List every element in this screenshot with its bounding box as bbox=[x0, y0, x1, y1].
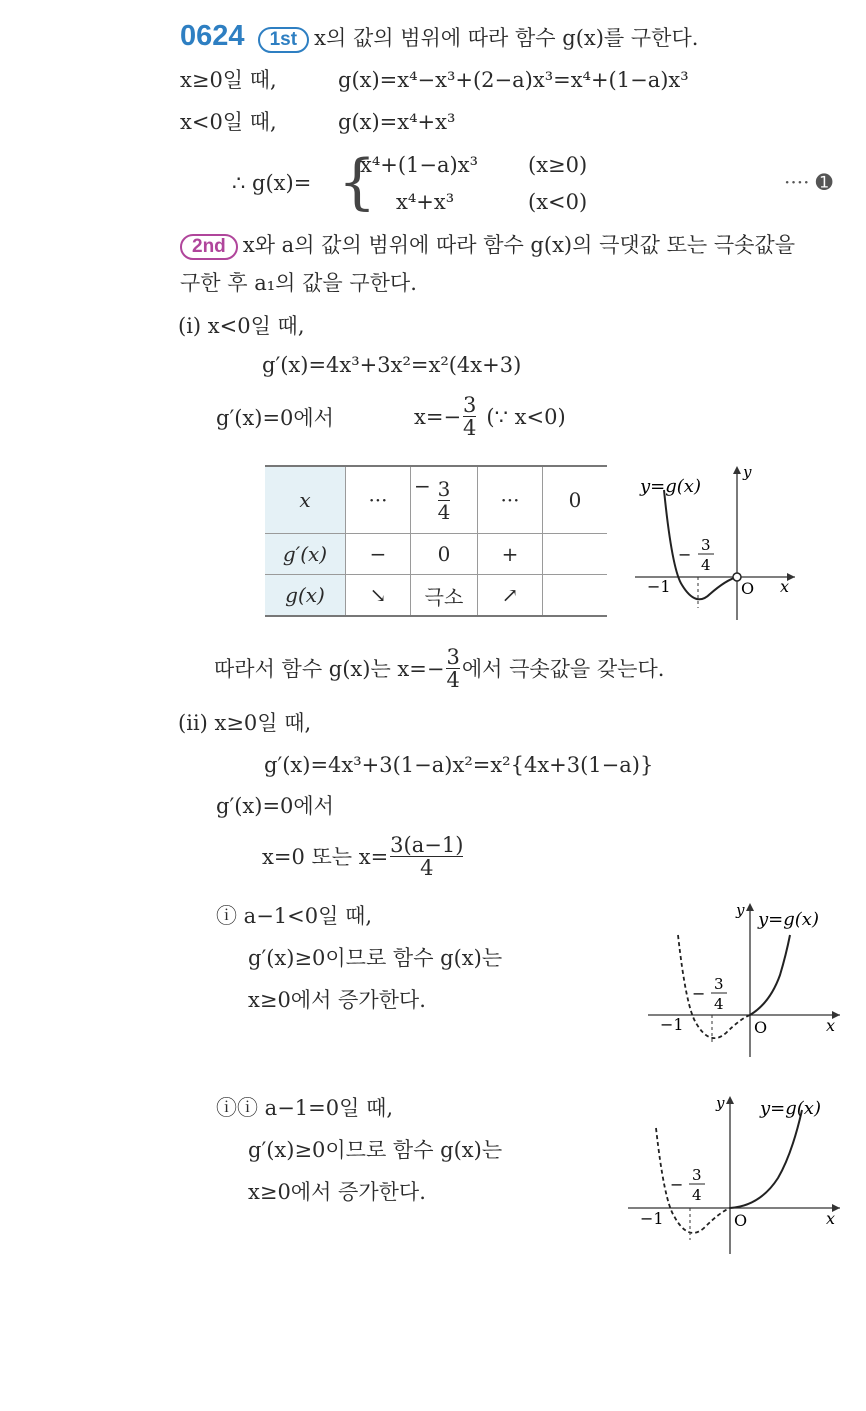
step2-header bbox=[180, 232, 795, 260]
sub2-line3: x≥0에서 증가한다. bbox=[248, 1180, 426, 1204]
table-cell: 극소 bbox=[411, 575, 478, 617]
graph-tick-minus: − bbox=[670, 1175, 684, 1194]
table-cell: ··· bbox=[346, 466, 411, 534]
graph-x-label: x bbox=[826, 1016, 836, 1035]
graph-tick-num: 3 bbox=[692, 1166, 702, 1184]
table-cell: ··· bbox=[478, 466, 543, 534]
graph-origin-label: O bbox=[741, 579, 755, 598]
y-axis-arrow bbox=[733, 466, 741, 474]
case-lt0-formula: g(x)=x⁴+x³ bbox=[338, 110, 456, 134]
graph-tick-den: 4 bbox=[714, 995, 724, 1013]
graph-curve-label: y=g(x) bbox=[640, 476, 701, 497]
case-i-zero-solution bbox=[414, 394, 566, 439]
conclusion-fraction: $\frac{3}{4}$ bbox=[446, 645, 460, 692]
sub2-line2: g′(x)≥0이므로 함수 g(x)는 bbox=[248, 1138, 503, 1162]
y-axis-arrow bbox=[726, 1096, 734, 1104]
case-i-zero-prefix: g′(x)=0에서 bbox=[216, 406, 334, 430]
sub1-line2: g′(x)≥0이므로 함수 g(x)는 bbox=[248, 946, 503, 970]
graph-tick-minus: − bbox=[692, 984, 706, 1003]
fraction-three-quarters bbox=[463, 394, 476, 439]
table-frac-minus: − bbox=[414, 474, 431, 498]
table-cell bbox=[543, 534, 608, 575]
curve-solid bbox=[730, 1110, 802, 1208]
roots-num: 3(a−1) bbox=[390, 833, 464, 857]
table-cell: 0 bbox=[543, 466, 608, 534]
table-cell: − bbox=[346, 534, 411, 575]
row-header-x: x bbox=[265, 466, 346, 534]
step2-title-line2: 구한 후 a₁의 값을 구한다. bbox=[180, 271, 417, 295]
conclusion-prefix: 따라서 함수 g(x)는 x=− bbox=[214, 656, 445, 681]
problem-number: 0624 bbox=[180, 20, 245, 52]
step1-badge: 1st bbox=[258, 27, 309, 53]
sub2-label: ⓘⓘ a−1=0일 때, bbox=[216, 1096, 394, 1120]
piece2-expr: x⁴+x³ bbox=[396, 190, 455, 214]
graph-tick-num: 3 bbox=[714, 975, 724, 993]
graph-x-label: x bbox=[780, 577, 790, 596]
sub1-line3: x≥0에서 증가한다. bbox=[248, 988, 426, 1012]
graph-tick-den: 4 bbox=[701, 556, 711, 574]
reference-mark: ···· ➊ bbox=[784, 170, 833, 194]
case-ii-derivative: g′(x)=4x³+3(1−a)x²=x²{4x+3(1−a)} bbox=[264, 753, 654, 777]
roots-fraction bbox=[390, 834, 463, 879]
table-cell-frac: $\frac{3}{4}$ bbox=[411, 466, 478, 534]
increase-decrease-table bbox=[265, 465, 607, 617]
roots-den: 4 bbox=[420, 856, 434, 880]
case-ge0-cond: x≥0일 때, bbox=[180, 68, 277, 92]
curve-solid bbox=[750, 935, 790, 1015]
graph-y-label: y bbox=[743, 463, 752, 481]
graph-x-label: x bbox=[826, 1209, 836, 1228]
roots-prefix: x=0 또는 x= bbox=[262, 844, 389, 869]
piece1-cond: (x≥0) bbox=[528, 153, 588, 177]
case-ii-zero-line: g′(x)=0에서 bbox=[216, 794, 334, 818]
table-cell: 0 bbox=[411, 534, 478, 575]
graph-minus-one: −1 bbox=[640, 1209, 664, 1228]
graph-sub2 bbox=[620, 1088, 845, 1258]
case-ii-label: (ⅱ) x≥0일 때, bbox=[178, 711, 312, 735]
open-point-origin bbox=[733, 573, 741, 581]
graph-origin-label: O bbox=[734, 1211, 748, 1230]
table-row-gprime bbox=[265, 534, 607, 575]
case-i-conclusion bbox=[214, 646, 664, 691]
table-row-x bbox=[265, 466, 607, 534]
graph-y-label: y bbox=[716, 1094, 725, 1112]
row-header-g: g(x) bbox=[265, 575, 346, 617]
conclusion-suffix: 에서 극솟값을 갖는다. bbox=[461, 656, 665, 681]
graph-minus-one: −1 bbox=[660, 1015, 684, 1034]
step2-badge: 2nd bbox=[180, 234, 238, 260]
graph-curve-label: y=g(x) bbox=[760, 1098, 821, 1119]
sub1-label: ⓘ a−1<0일 때, bbox=[216, 904, 373, 928]
graph-sub1 bbox=[640, 895, 845, 1060]
step1-title: x의 값의 범위에 따라 함수 g(x)를 구한다. bbox=[314, 26, 699, 50]
case-lt0-cond: x<0일 때, bbox=[180, 110, 277, 134]
graph-curve-label: y=g(x) bbox=[758, 909, 819, 930]
table-cell bbox=[543, 575, 608, 617]
piece2-cond: (x<0) bbox=[528, 190, 588, 214]
therefore-lhs: ∴ g(x)= bbox=[232, 171, 312, 195]
graph-case-i bbox=[630, 460, 800, 625]
graph-tick-num: 3 bbox=[701, 536, 711, 554]
case-i-label: (ⅰ) x<0일 때, bbox=[178, 314, 305, 338]
graph-tick-den: 4 bbox=[692, 1186, 702, 1204]
problem-header bbox=[180, 20, 698, 53]
piecewise-brace: { bbox=[338, 147, 377, 217]
table-cell: + bbox=[478, 534, 543, 575]
case-i-zero-x: x=− bbox=[414, 404, 462, 429]
case-i-derivative: g′(x)=4x³+3x²=x²(4x+3) bbox=[262, 353, 522, 377]
graph-y-label: y bbox=[736, 901, 745, 919]
graph-minus-one: −1 bbox=[647, 577, 671, 596]
case-ii-roots bbox=[262, 834, 465, 879]
y-axis-arrow bbox=[746, 903, 754, 911]
case-i-zero-reason: (∵ x<0) bbox=[486, 404, 566, 429]
row-header-gprime: g′(x) bbox=[265, 534, 346, 575]
graph-tick-minus: − bbox=[678, 545, 692, 564]
case-ge0-formula: g(x)=x⁴−x³+(2−a)x³=x⁴+(1−a)x³ bbox=[338, 68, 689, 92]
table-cell: ↘ bbox=[346, 575, 411, 617]
frac-denominator: 4 bbox=[463, 416, 477, 440]
frac-numerator: 3 bbox=[463, 393, 477, 417]
step2-title-line1: x와 a의 값의 범위에 따라 함수 g(x)의 극댓값 또는 극솟값을 bbox=[242, 233, 795, 257]
table-row-g bbox=[265, 575, 607, 617]
graph-origin-label: O bbox=[754, 1018, 768, 1037]
table-cell: ↗ bbox=[478, 575, 543, 617]
piece1-expr: x⁴+(1−a)x³ bbox=[360, 153, 478, 177]
